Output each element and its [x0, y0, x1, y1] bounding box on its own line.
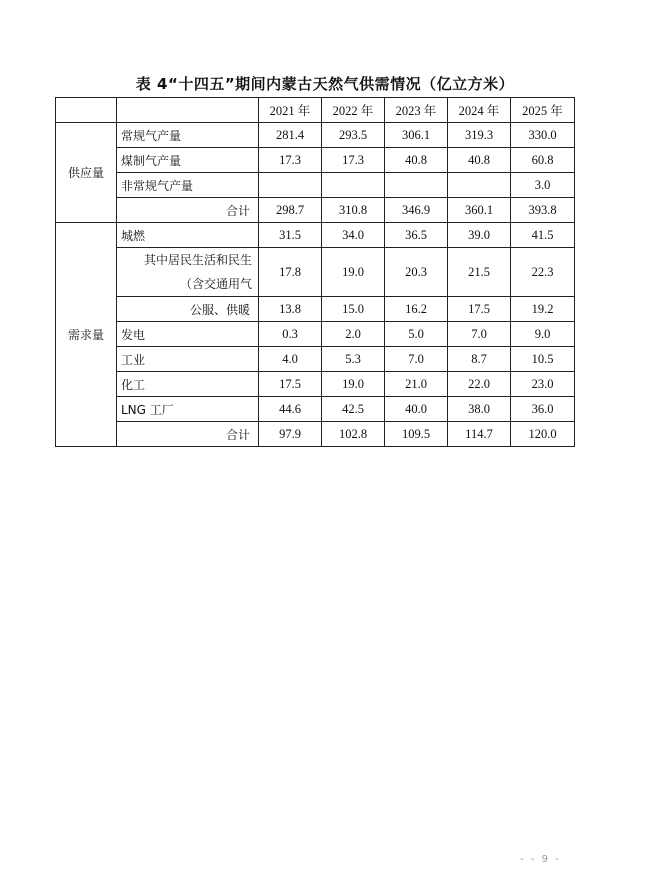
table-cell: 42.5 — [322, 397, 385, 422]
row-label-multiline — [117, 248, 259, 297]
row-label-total: 合计 — [117, 422, 259, 447]
table-row — [56, 248, 575, 297]
table-row — [56, 148, 575, 173]
page-number-footer: - - 9 - — [520, 854, 561, 865]
table-cell: 298.7 — [259, 198, 322, 223]
demand-group-label: 需求量 — [56, 223, 117, 447]
table-cell: 7.0 — [448, 322, 511, 347]
table-cell: 17.3 — [259, 148, 322, 173]
table-cell: 40.8 — [385, 148, 448, 173]
row-label: LNG 工厂 — [117, 397, 259, 422]
table-cell: 8.7 — [448, 347, 511, 372]
table-cell: 21.0 — [385, 372, 448, 397]
table-title: 表 4“十四五”期间内蒙古天然气供需情况（亿立方米） — [135, 75, 515, 93]
table-cell: 40.8 — [448, 148, 511, 173]
table-cell: 5.3 — [322, 347, 385, 372]
table-cell: 22.0 — [448, 372, 511, 397]
row-label: 非常规气产量 — [117, 173, 259, 198]
table-row — [56, 173, 575, 198]
table-row — [56, 422, 575, 447]
table-cell: 120.0 — [511, 422, 575, 447]
table-cell — [448, 173, 511, 198]
header-year-2024: 2024 年 — [448, 98, 511, 123]
header-cell-empty-2 — [117, 98, 259, 123]
table-cell: 109.5 — [385, 422, 448, 447]
table-cell: 17.3 — [322, 148, 385, 173]
table-cell: 346.9 — [385, 198, 448, 223]
table-cell: 330.0 — [511, 123, 575, 148]
table-cell: 17.5 — [448, 297, 511, 322]
table-row — [56, 223, 575, 248]
row-label: 城燃 — [117, 223, 259, 248]
table-cell: 4.0 — [259, 347, 322, 372]
row-label-line-1: 其中居民生活和民生 — [143, 253, 252, 267]
table-cell — [385, 173, 448, 198]
table-cell: 319.3 — [448, 123, 511, 148]
table-cell: 13.8 — [259, 297, 322, 322]
table-row — [56, 123, 575, 148]
table-cell — [322, 173, 385, 198]
table-cell: 17.5 — [259, 372, 322, 397]
table-cell: 15.0 — [322, 297, 385, 322]
header-year-2023: 2023 年 — [385, 98, 448, 123]
table-cell: 36.0 — [511, 397, 575, 422]
row-label: 化工 — [117, 372, 259, 397]
row-label: 煤制气产量 — [117, 148, 259, 173]
table-cell: 97.9 — [259, 422, 322, 447]
table-cell: 360.1 — [448, 198, 511, 223]
header-year-2021: 2021 年 — [259, 98, 322, 123]
table-cell: 7.0 — [385, 347, 448, 372]
table-cell: 16.2 — [385, 297, 448, 322]
table-cell: 3.0 — [511, 173, 575, 198]
table-cell: 44.6 — [259, 397, 322, 422]
table-cell: 60.8 — [511, 148, 575, 173]
table-row — [56, 322, 575, 347]
row-label-total: 合计 — [117, 198, 259, 223]
table-cell: 393.8 — [511, 198, 575, 223]
row-label: 公服、供暖 — [117, 297, 259, 322]
table-cell: 306.1 — [385, 123, 448, 148]
table-cell: 9.0 — [511, 322, 575, 347]
table-cell: 19.2 — [511, 297, 575, 322]
table-cell: 41.5 — [511, 223, 575, 248]
table-cell: 10.5 — [511, 347, 575, 372]
table-cell: 20.3 — [385, 248, 448, 297]
table-cell — [259, 173, 322, 198]
supply-group-label: 供应量 — [56, 123, 117, 223]
table-cell: 293.5 — [322, 123, 385, 148]
table-row — [56, 347, 575, 372]
table-cell: 19.0 — [322, 248, 385, 297]
table-cell: 40.0 — [385, 397, 448, 422]
table-cell: 23.0 — [511, 372, 575, 397]
table-row — [56, 397, 575, 422]
row-label: 发电 — [117, 322, 259, 347]
table-row — [56, 297, 575, 322]
row-label: 常规气产量 — [117, 123, 259, 148]
table-cell: 281.4 — [259, 123, 322, 148]
table-header-row — [56, 98, 575, 123]
table-row — [56, 372, 575, 397]
table-cell: 38.0 — [448, 397, 511, 422]
table-cell: 102.8 — [322, 422, 385, 447]
header-cell-empty-1 — [56, 98, 117, 123]
table-cell: 5.0 — [385, 322, 448, 347]
table-cell: 22.3 — [511, 248, 575, 297]
table-cell: 19.0 — [322, 372, 385, 397]
row-label-line-2: （含交通用气 — [179, 277, 252, 291]
table-cell: 34.0 — [322, 223, 385, 248]
table-cell: 36.5 — [385, 223, 448, 248]
table-cell: 17.8 — [259, 248, 322, 297]
table-cell: 2.0 — [322, 322, 385, 347]
row-label: 工业 — [117, 347, 259, 372]
table-cell: 39.0 — [448, 223, 511, 248]
table-cell: 21.5 — [448, 248, 511, 297]
table-cell: 31.5 — [259, 223, 322, 248]
table-cell: 0.3 — [259, 322, 322, 347]
gas-supply-demand-table — [55, 97, 575, 447]
header-year-2025: 2025 年 — [511, 98, 575, 123]
table-row — [56, 198, 575, 223]
table-cell: 114.7 — [448, 422, 511, 447]
table-cell: 310.8 — [322, 198, 385, 223]
header-year-2022: 2022 年 — [322, 98, 385, 123]
